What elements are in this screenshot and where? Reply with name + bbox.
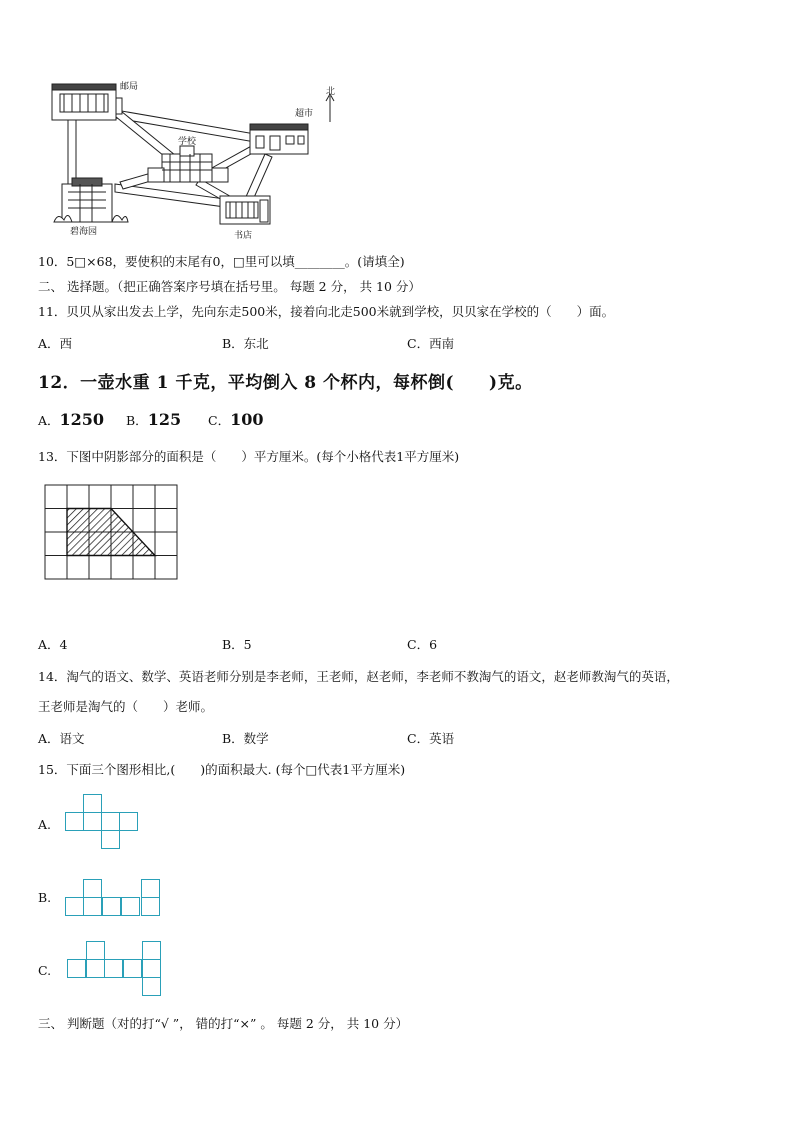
q15-label-b[interactable]: B. [38, 890, 52, 905]
question-14-line-1: 14．淘气的语文、数学、英语老师分别是李老师，王老师，赵老师，李老师不教淘气的语文，赵老师教淘气的英语， [38, 669, 679, 684]
q15-c-square [123, 959, 142, 978]
q15-c-square [142, 959, 161, 978]
q11-option-b[interactable]: B．东北 [222, 336, 269, 351]
q12-option-b[interactable] [126, 410, 181, 429]
q15-figure-a [65, 794, 145, 854]
q12-option-a-value: 1250 [59, 410, 105, 429]
question-10: 10．5□×68，要使积的末尾有0，□里可以填________。(请填全) [38, 254, 405, 269]
q15-b-square [121, 897, 140, 916]
q15-a-square [83, 794, 102, 813]
q15-b-square [141, 879, 160, 898]
q13-grid-figure [44, 484, 178, 581]
map-drawing [40, 74, 340, 244]
q15-b-square [102, 897, 121, 916]
q14-option-b[interactable]: B．数学 [222, 731, 269, 746]
map-label-park: 碧海园 [70, 227, 98, 237]
q12-option-c-value: 100 [230, 410, 264, 429]
q13-grid-drawing [44, 484, 178, 581]
q12-option-b-letter: B． [126, 413, 148, 428]
question-15: 15．下面三个图形相比,( )的面积最大. (每个□代表1平方厘米) [38, 762, 406, 777]
q12-option-c-letter: C． [208, 413, 231, 428]
q13-option-a[interactable]: A．4 [38, 637, 68, 652]
map-label-supermarket: 超市 [295, 109, 314, 119]
q12-option-a[interactable] [38, 410, 104, 429]
q15-b-square [83, 879, 102, 898]
q15-c-square [86, 941, 105, 960]
q15-label-a[interactable]: A. [38, 817, 52, 832]
q15-a-square [119, 812, 138, 831]
q12-option-b-value: 125 [147, 410, 182, 429]
question-13: 13．下图中阴影部分的面积是（ ）平方厘米。(每个小格代表1平方厘米) [38, 449, 460, 464]
q15-a-square [101, 812, 120, 831]
q15-b-square [141, 897, 160, 916]
q12-option-a-letter: A． [38, 413, 60, 428]
map-label-post-office: 邮局 [120, 82, 139, 92]
question-12: 12．一壶水重 1 千克，平均倒入 8 个杯内，每杯倒( )克。 [38, 373, 533, 393]
q12-option-c[interactable] [208, 410, 263, 429]
map-label-school: 学校 [178, 137, 197, 147]
q15-a-square [65, 812, 84, 831]
q15-a-square [83, 812, 102, 831]
q15-label-c[interactable]: C. [38, 963, 52, 978]
q15-c-square [67, 959, 86, 978]
q14-option-c[interactable]: C．英语 [407, 731, 455, 746]
question-14-line-2: 王老师是淘气的（ ）老师。 [38, 699, 214, 714]
map-illustration [40, 74, 340, 244]
question-11: 11．贝贝从家出发去上学，先向东走500米，接着向北走500米就到学校，贝贝家在学校的（ ）面。 [38, 304, 615, 319]
q15-figure-c [67, 941, 167, 1001]
q15-c-square [142, 977, 161, 996]
q15-c-square [142, 941, 161, 960]
map-label-north: 北 [326, 87, 336, 97]
q15-figure-b [65, 879, 165, 919]
q15-b-square [65, 897, 84, 916]
map-label-bookstore: 书店 [234, 231, 253, 241]
q13-option-c[interactable]: C．6 [407, 637, 438, 652]
q11-option-c[interactable]: C．西南 [407, 336, 455, 351]
section-3-title: 三、 判断题（对的打“√ ”， 错的打“×” 。 每题 2 分， 共 10 分） [38, 1016, 409, 1031]
q14-option-a[interactable]: A．语文 [38, 731, 85, 746]
q13-option-b[interactable]: B．5 [222, 637, 252, 652]
q15-a-square [101, 830, 120, 849]
q15-c-square [104, 959, 123, 978]
section-2-title: 二、 选择题。（把正确答案序号填在括号里。 每题 2 分， 共 10 分） [38, 279, 421, 294]
q15-b-square [83, 897, 102, 916]
q11-option-a[interactable]: A．西 [38, 336, 73, 351]
q15-c-square [86, 959, 105, 978]
